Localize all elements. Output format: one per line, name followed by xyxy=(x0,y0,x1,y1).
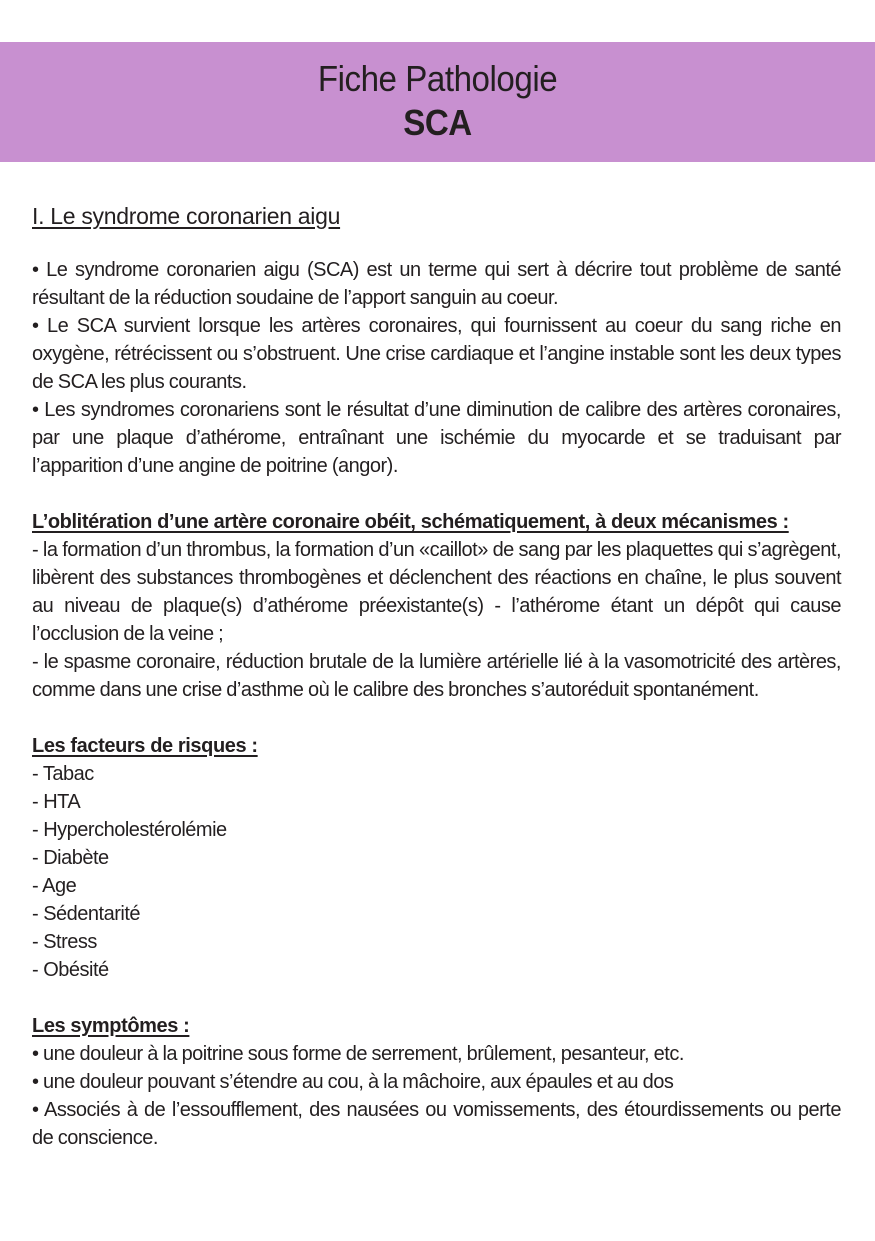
list-item: - Diabète xyxy=(32,847,109,869)
obliteration-heading: L’oblitération d’une artère coronaire obéit, schématiquement, à deux mécanismes : xyxy=(32,511,789,533)
list-item: - Hypercholestérolémie xyxy=(32,819,227,841)
risk-factors-heading: Les facteurs de risques : xyxy=(32,735,258,757)
list-item: - Tabac xyxy=(32,763,94,785)
section-heading: I. Le syndrome coronarien aigu xyxy=(32,203,341,229)
list-item: - Age xyxy=(32,875,77,897)
page-title: Fiche Pathologie xyxy=(317,58,558,99)
page-subtitle: SCA xyxy=(403,102,472,143)
risk-factors-list xyxy=(32,760,841,984)
list-item: - Stress xyxy=(32,931,97,953)
symptoms-list xyxy=(32,1040,841,1152)
list-item: - Sédentarité xyxy=(32,903,141,925)
list-item: - HTA xyxy=(32,791,81,813)
paragraph-thrombus: - la formation d’un thrombus, la formation d’un «caillot» de sang par les plaquettes qui s’agrègent, libèrent des substances thrombogènes et déclenchent des réactions en chaîne, le plus souvent au niveau de plaque(s) d’athérome préexistante(s) - l’athérome étant un dépôt qui cause l’occlusion de la veine ; xyxy=(32,539,841,645)
paragraph-spasme: - le spasme coronaire, réduction brutale de la lumière artérielle lié à la vasomotricité des artères, comme dans une crise d’asthme où le calibre des bronches s’autoréduit spontanément. xyxy=(32,651,841,701)
paragraph-definition: • Le syndrome coronarien aigu (SCA) est un terme qui sert à décrire tout problème de santé résultant de la réduction soudaine de l’apport sanguin au coeur. xyxy=(32,259,841,309)
title-banner xyxy=(0,42,875,162)
list-item: • une douleur à la poitrine sous forme de serrement, brûlement, pesanteur, etc. xyxy=(32,1043,684,1065)
document-body xyxy=(32,200,841,1152)
paragraph-calibre: • Les syndromes coronariens sont le résultat d’une diminution de calibre des artères coronaires, par une plaque d’athérome, entraînant une ischémie du myocarde et se traduisant par l’apparition d’une angine de poitrine (angor). xyxy=(32,399,841,477)
list-item: • une douleur pouvant s’étendre au cou, à la mâchoire, aux épaules et au dos xyxy=(32,1071,674,1093)
list-item: • Associés à de l’essoufflement, des nausées ou vomissements, des étourdissements ou perte de conscience. xyxy=(32,1099,841,1149)
symptoms-heading: Les symptômes : xyxy=(32,1015,190,1037)
paragraph-arteries: • Le SCA survient lorsque les artères coronaires, qui fournissent au coeur du sang riche en oxygène, rétrécissent ou s’obstruent. Une crise cardiaque et l’angine instable sont les deux types de SCA les plus courants. xyxy=(32,315,841,393)
list-item: - Obésité xyxy=(32,959,109,981)
